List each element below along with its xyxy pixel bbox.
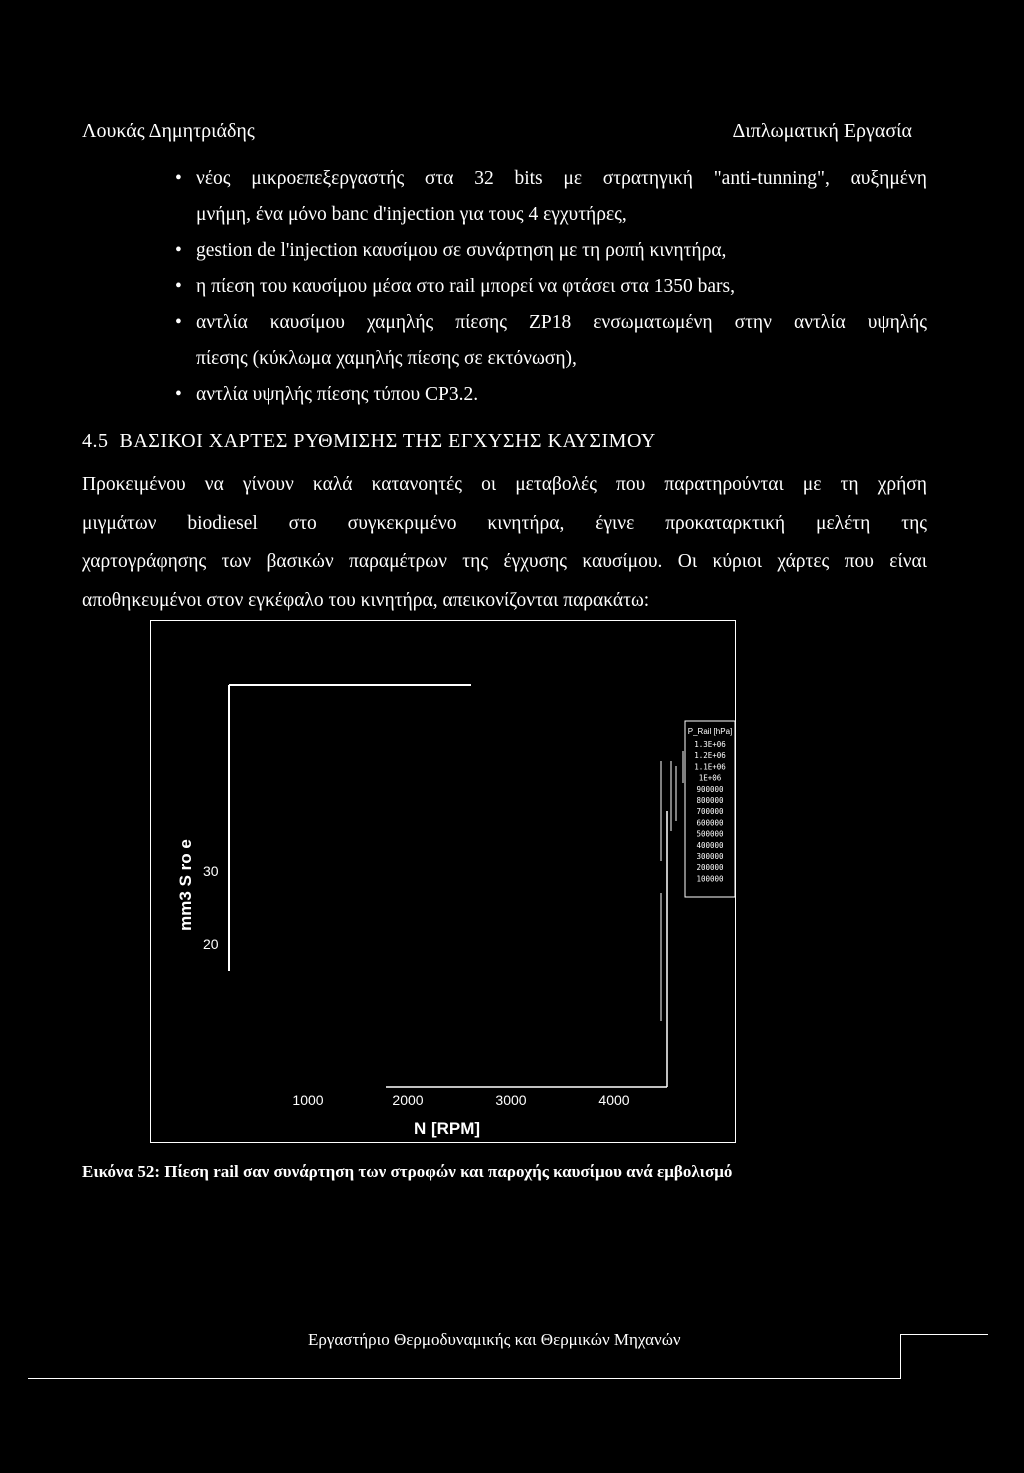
footer-lab-name: Εργαστήριο Θερμοδυναμικής και Θερμικών Μηχανών xyxy=(308,1330,681,1349)
legend-entry: 900000 xyxy=(696,784,724,794)
legend-entry: 1.1E+06 xyxy=(694,762,726,772)
paragraph-line: χαρτογράφησης των βασικών παραμέτρων της έγχυσης καυσίμου. Οι κύριοι χάρτες που είναι xyxy=(82,551,927,572)
legend-entry: 800000 xyxy=(696,796,724,805)
legend-entry: 200000 xyxy=(696,863,724,873)
bullet-continuation xyxy=(175,202,927,228)
bullet-item xyxy=(175,274,927,300)
section-heading xyxy=(82,430,656,453)
footer-rule xyxy=(28,1378,900,1379)
bullet-marker: • xyxy=(175,168,182,189)
rail-pressure-figure xyxy=(150,620,736,1143)
y-axis-label: mm3 S ro e xyxy=(176,839,195,931)
bullet-text: αντλία καυσίμου χαμηλής πίεσης ZP18 ενσωματωμένη στην αντλία υψηλής xyxy=(196,312,927,333)
bullet-text: νέος μικροεπεξεργαστής στα 32 bits με στρατηγική "anti-tunning", αυξημένη xyxy=(196,168,927,189)
section-title: ΒΑΣΙΚΟΙ ΧΑΡΤΕΣ ΡΥΘΜΙΣΗΣ ΤΗΣ ΕΓΧΥΣΗΣ ΚΑΥΣΙΜΟΥ xyxy=(119,430,656,452)
page-header-author: Λουκάς Δημητριάδης xyxy=(82,120,255,142)
bullet-text: η πίεση του καυσίμου μέσα στο rail μπορεί να φτάσει στα 1350 bars, xyxy=(196,276,735,297)
bullet-text: αντλία υψηλής πίεσης τύπου CP3.2. xyxy=(196,384,479,405)
legend-entry: 400000 xyxy=(696,840,724,850)
x-tick-label: 3000 xyxy=(495,1092,527,1108)
y-tick-label: 20 xyxy=(203,936,219,952)
bullet-text: μνήμη, ένα μόνο banc d'injection για τους 4 εγχυτήρες, xyxy=(196,204,627,225)
bullet-text: gestion de l'injection καυσίμου σε συνάρτηση με τη ροπή κινητήρα, xyxy=(196,240,727,261)
paragraph-line: αποθηκευμένοι στον εγκέφαλο του κινητήρα, απεικονίζονται παρακάτω: xyxy=(82,589,650,611)
x-tick-label: 1000 xyxy=(292,1092,324,1108)
x-tick-label: 2000 xyxy=(392,1092,424,1108)
legend-entry: 300000 xyxy=(696,852,724,861)
bullet-text: πίεσης (κύκλωμα χαμηλής πίεσης σε εκτόνωση), xyxy=(196,348,577,369)
figure-caption: Εικόνα 52: Πίεση rail σαν συνάρτηση των στροφών και παροχής καυσίμου ανά εμβολισμό xyxy=(82,1162,733,1181)
bullet-item xyxy=(175,382,927,408)
bullet-item xyxy=(175,238,927,264)
x-tick-label: 4000 xyxy=(598,1092,630,1108)
rail-pressure-chart xyxy=(151,621,737,1144)
footer-rule-vertical xyxy=(900,1334,901,1379)
footer-rule-top xyxy=(900,1334,988,1335)
paragraph-line: Προκειμένου να γίνουν καλά κατανοητές οι μεταβολές που παρατηρούνται με τη χρήση xyxy=(82,474,927,495)
legend-entry: 1.2E+06 xyxy=(694,751,726,761)
legend-entry: 1E+06 xyxy=(698,773,722,783)
body-paragraph xyxy=(82,472,927,626)
bullet-marker: • xyxy=(175,312,182,333)
x-axis-label: N [RPM] xyxy=(413,1119,481,1138)
paragraph-line: μιγμάτων biodiesel στο συγκεκριμένο κινητήρα, έγινε προκαταρκτική μελέτη της xyxy=(82,512,927,534)
bullet-marker: • xyxy=(175,240,182,261)
axis-ticks xyxy=(176,839,630,1138)
feature-bullet-list xyxy=(175,166,927,418)
bullet-continuation xyxy=(175,346,927,372)
bullet-marker: • xyxy=(175,384,182,405)
legend-entry: 700000 xyxy=(696,807,724,817)
bullet-item xyxy=(175,166,927,192)
bullet-marker: • xyxy=(175,276,182,297)
legend-title: P_Rail [hPa] xyxy=(687,727,733,736)
legend-entry: 600000 xyxy=(696,818,724,828)
legend-entry: 1.3E+06 xyxy=(694,740,726,749)
legend-entry: 500000 xyxy=(696,829,724,839)
y-tick-label: 30 xyxy=(203,863,219,879)
section-number: 4.5 xyxy=(82,430,109,452)
bullet-item xyxy=(175,310,927,336)
legend-entry: 100000 xyxy=(696,874,724,884)
page-header-doc-type: Διπλωματική Εργασία xyxy=(732,120,912,142)
